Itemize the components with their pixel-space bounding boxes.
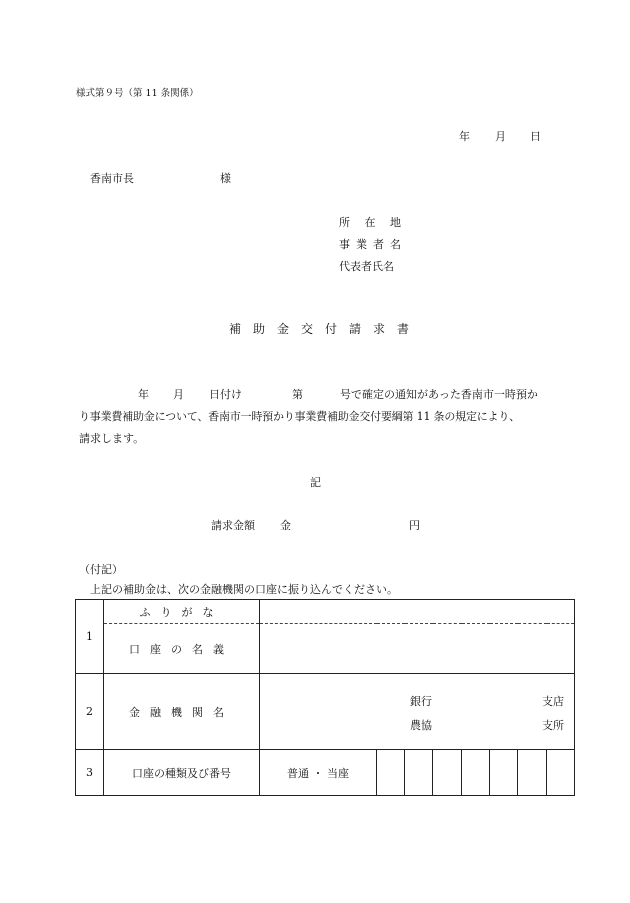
row-number: 2	[76, 674, 104, 750]
date-year: 年	[459, 130, 470, 143]
branch-suffix: 支店	[542, 695, 564, 708]
row-number: 1	[76, 600, 104, 674]
agri-office-suffix: 支所	[542, 719, 564, 732]
account-digit-box[interactable]	[490, 750, 518, 796]
body-line2: り事業費補助金について、香南市一時預かり事業費補助金交付要綱第 11 条の規定により、	[79, 410, 520, 423]
institution-field[interactable]	[260, 674, 575, 750]
amount-unit: 円	[409, 519, 420, 532]
addressee-name: 香南市長	[90, 172, 134, 185]
account-holder-label: 口座の名義	[129, 642, 234, 656]
agri-coop-suffix: 農協	[410, 719, 432, 732]
representative-label: 代表者氏名	[339, 260, 394, 273]
body-dated: 日付け	[209, 388, 242, 401]
furigana-label: ふりがな	[139, 605, 224, 619]
bank-suffix: 銀行	[410, 695, 432, 708]
account-digit-box[interactable]	[405, 750, 433, 796]
address-label: 所 在 地	[339, 216, 401, 229]
row-number: 3	[76, 750, 104, 796]
body-line3: 請求します。	[79, 432, 145, 445]
table-row	[76, 624, 575, 674]
ki-heading: 記	[310, 476, 321, 489]
body-line1-rest: 号で確定の通知があった香南市一時預か	[340, 388, 538, 401]
document-title: 補助金交付請求書	[229, 322, 422, 336]
account-digit-box[interactable]	[433, 750, 462, 796]
date-day: 日	[530, 130, 541, 143]
account-type-number-label: 口座の種類及び番号	[104, 750, 260, 796]
table-row	[76, 750, 575, 796]
business-name-label: 事 業 者 名	[339, 238, 401, 251]
table-row	[76, 674, 575, 750]
furigana-field[interactable]	[260, 600, 575, 624]
body-number-prefix: 第	[292, 388, 303, 401]
table-row	[76, 600, 575, 624]
account-digit-box[interactable]	[462, 750, 490, 796]
appendix-heading: （付記）	[79, 563, 123, 576]
institution-label: 金融機関名	[129, 705, 234, 719]
addressee-honorific: 様	[220, 172, 231, 185]
account-type-options[interactable]: 普通 ・ 当座	[260, 750, 377, 796]
amount-label: 請求金額	[211, 519, 255, 532]
account-holder-field[interactable]	[260, 624, 575, 674]
amount-prefix: 金	[280, 519, 291, 532]
form-number: 様式第９号（第 11 条関係）	[76, 88, 199, 99]
body-month: 月	[173, 388, 184, 401]
date-month: 月	[495, 130, 506, 143]
body-year: 年	[138, 388, 149, 401]
account-digit-box[interactable]	[518, 750, 547, 796]
account-digit-box[interactable]	[377, 750, 405, 796]
account-digit-box[interactable]	[547, 750, 575, 796]
appendix-instruction: 上記の補助金は、次の金融機関の口座に振り込んでください。	[90, 583, 398, 596]
bank-account-table	[75, 599, 575, 796]
